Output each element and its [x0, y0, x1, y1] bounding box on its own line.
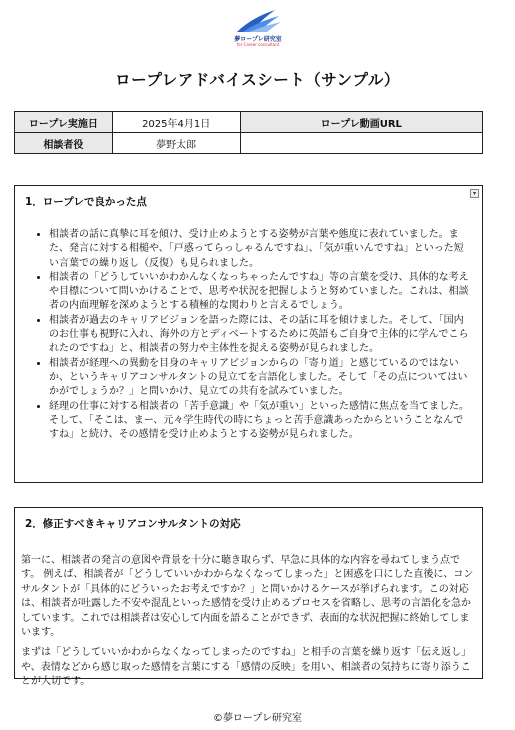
video-url-value[interactable] [240, 133, 482, 154]
list-item: • 相談者の「どうしていいかわかんなくなっちゃったんですね」等の言葉を受け、具体的な考えや目標について問いかけることで、思考や状況を把握しようと努めていました。これは、相談者の内面理解を深めようとする積極的な関わりと言えるでしょう。 [49, 271, 472, 314]
logo-name: 夢ロープレ研究室 [234, 36, 282, 43]
footer-copyright: ©夢ロープレ研究室 [212, 713, 303, 724]
table-row [15, 133, 483, 154]
date-value: 2025年4月1日 [112, 112, 240, 133]
wave-logo-icon [221, 6, 295, 36]
info-table [14, 111, 483, 154]
date-label: ロープレ実施日 [15, 112, 113, 133]
corrections-body [15, 554, 482, 690]
table-row [15, 112, 483, 133]
list-item: • 相談者の話に真摯に耳を傾け、受け止めようとする姿勢が言葉や態度に表れていました。また、発言に対する相槌や、「戸惑ってらっしゃるんですね」、「気が重いんですね」といった短い言葉での繰り返し（反復）も見られました。 [49, 228, 472, 271]
list-item: • 経理の仕事に対する相談者の「苦手意識」や「気が重い」といった感情に焦点を当てました。そして、「そこは、まー、元々学生時代の時にちょっと苦手意識あったからということなんですね」と続け、その感情を受け止めようとする姿勢が見られました。 [49, 400, 472, 443]
good-points-heading: 1．ロープレで良かった点 [25, 196, 147, 208]
good-points-list [15, 228, 482, 442]
corrections-heading: 2．修正すべきキャリアコンサルタントの対応 [25, 518, 241, 530]
client-role-value: 夢野太郎 [112, 133, 240, 154]
corrections-section [14, 507, 483, 688]
client-role-label: 相談者役 [15, 133, 113, 154]
good-points-section [14, 185, 483, 483]
list-item: • 相談者が経理への異動を目身のキャリアビジョンからの「寄り道」と感じているのではないか、というキャリアコンサルタントの見立てを言語化しました。そして「その点についてはいかがでしょうか？」と問いかけ、見立ての共有を試みていました。 [49, 357, 472, 400]
video-url-label: ロープレ動画URL [240, 112, 482, 133]
list-item: • 相談者が過去のキャリアビジョンを語った際には、その話に耳を傾けました。そして、「国内のお仕事も視野に入れ、海外の方とディベートするために英語もご自身で主体的に学んでこられたのですね」と、相談者の努力や主体性を捉える姿勢が見られました。 [49, 314, 472, 357]
logo [221, 6, 295, 48]
page-title: ロープレアドバイスシート（サンプル） [115, 71, 400, 89]
dropdown-corner-icon[interactable]: ▾ [470, 189, 479, 198]
paragraph: 第一に、相談者の発言の意図や背景を十分に聴き取らず、早急に具体的な内容を尋ねてしまう点です。 例えば、相談者が「どうしていいかわからなくなってしまった」と困惑を口にした直後に、コンサルタントが「具体的にどういったお考えですか？」と問いかけるケースが挙げられます。この対応は、相談者が吐露した不安や混乱といった感情を受け止めるプロセスを省略し、思考の言語化を急かしています。これでは相談者は安心して内面を語ることができず、表面的な状況把握に終始してしまいます。 [21, 555, 474, 639]
logo-tagline: for Career consultant [236, 42, 280, 47]
paragraph: まずは「どうしていいかわからなくなってしまったのですね」と相手の言葉を繰り返す「伝え返し」や、表情などから感じ取った感情を言葉にする「感情の反映」を用い、相談者の気持ちに寄り添うことが大切です。 [21, 647, 471, 688]
